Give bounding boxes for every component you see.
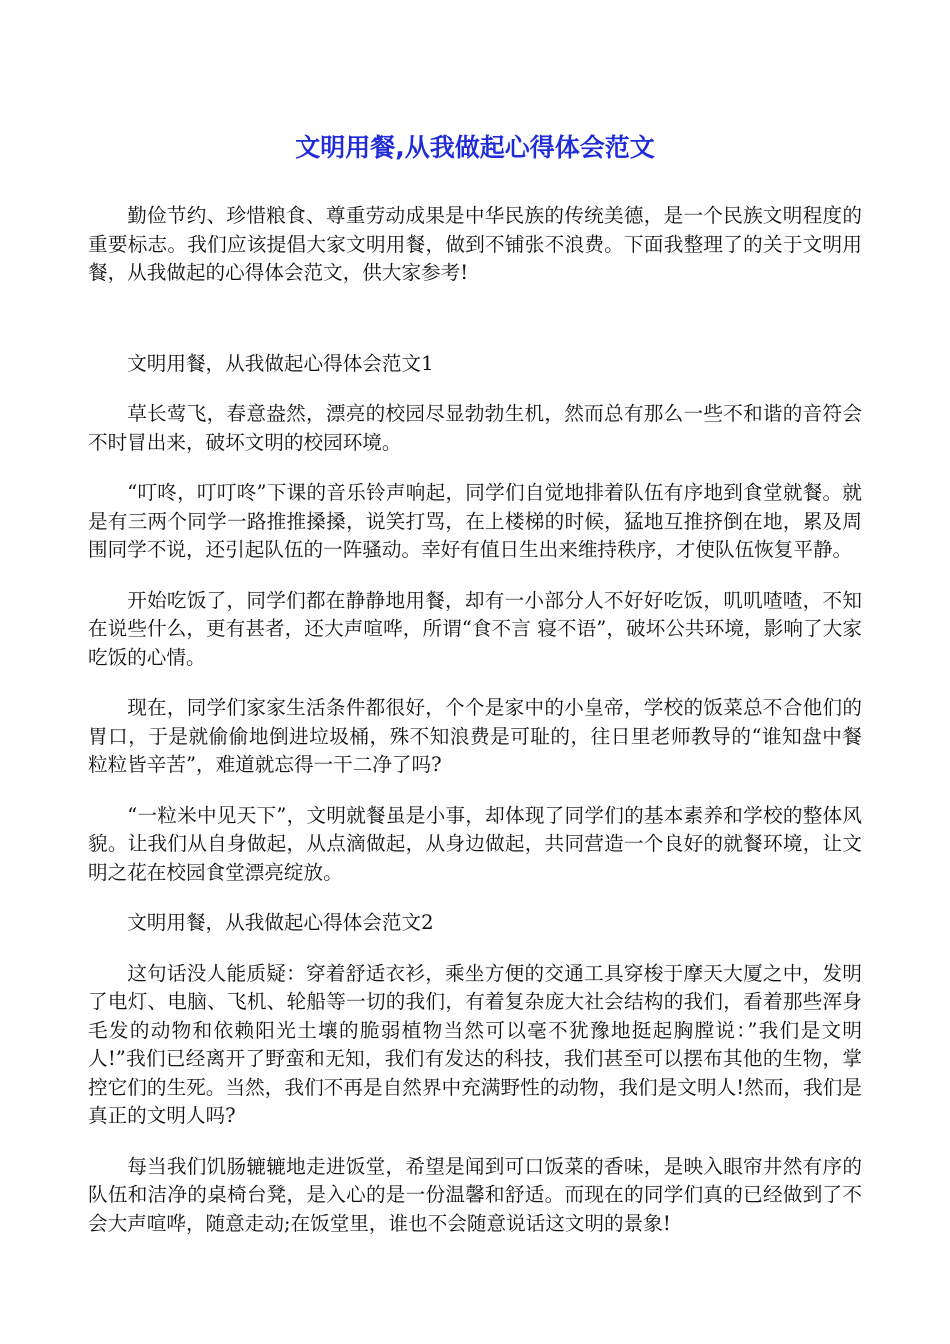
- document-title: 文明用餐,从我做起心得体会范文: [295, 133, 655, 162]
- document-page: [88, 128, 862, 1260]
- section-1-paragraph-1: 草长莺飞，春意盎然，漂亮的校园尽显勃勃生机，然而总有那么一些不和谐的音符会不时冒出来，破坏文明的校园环境。: [88, 402, 862, 454]
- section-2-heading: 文明用餐，从我做起心得体会范文2: [127, 911, 434, 934]
- section-2-paragraph-2: 每当我们饥肠辘辘地走进饭堂，希望是闻到可口饭菜的香味，是映入眼帘井然有序的队伍和洁净的桌椅台凳，是入心的是一份温馨和舒适。而现在的同学们真的已经做到了不会大声喧哗，随意走动;在饭堂里，谁也不会随意说话这文明的景象!: [88, 1154, 862, 1235]
- intro-paragraph: 勤俭节约、珍惜粮食、尊重劳动成果是中华民族的传统美德，是一个民族文明程度的重要标志。我们应该提倡大家文明用餐，做到不铺张不浪费。下面我整理了的关于文明用餐，从我做起的心得体会范文，供大家参考!: [88, 204, 862, 284]
- section-1-paragraph-3: 开始吃饭了，同学们都在静静地用餐，却有一小部分人不好好吃饭，叽叽喳喳，不知在说些什么，更有甚者，还大声喧哗，所谓“食不言 寝不语”，破坏公共环境，影响了大家吃饭的心情。: [88, 588, 862, 669]
- section-1-paragraph-4: 现在，同学们家家生活条件都很好，个个是家中的小皇帝，学校的饭菜总不合他们的胃口，于是就偷偷地倒进垃圾桶，殊不知浪费是可耻的，往日里老师教导的“谁知盘中餐 粒粒皆辛苦”，难道就忘得一干二净了吗?: [88, 696, 862, 776]
- section-1-heading: 文明用餐，从我做起心得体会范文1: [127, 351, 434, 375]
- section-1-paragraph-2: “叮咚，叮叮咚”下课的音乐铃声响起，同学们自觉地排着队伍有序地到食堂就餐。就是有三两个同学一路推推搡搡，说笑打骂，在上楼梯的时候，猛地互推挤倒在地，累及周围同学不说，还引起队伍的一阵骚动。幸好有值日生出来维持秩序，才使队伍恢复平静。: [88, 481, 862, 561]
- section-1-paragraph-5: “一粒米中见天下”，文明就餐虽是小事，却体现了同学们的基本素养和学校的整体风貌。让我们从自身做起，从点滴做起，从身边做起，共同营造一个良好的就餐环境，让文明之花在校园食堂漂亮绽放。: [88, 803, 862, 884]
- section-2-paragraph-1: 这句话没人能质疑：穿着舒适衣衫，乘坐方便的交通工具穿梭于摩天大厦之中，发明了电灯、电脑、飞机、轮船等一切的我们，有着复杂庞大社会结构的我们，看着那些浑身毛发的动物和依赖阳光土壤的脆弱植物当然可以毫不犹豫地挺起胸膛说：”我们是文明人!”我们已经离开了野蛮和无知，我们有发达的科技，我们甚至可以摆布其他的生物，掌控它们的生死。当然，我们不再是自然界中充满野性的动物，我们是文明人!然而，我们是真正的文明人吗?: [88, 961, 862, 1127]
